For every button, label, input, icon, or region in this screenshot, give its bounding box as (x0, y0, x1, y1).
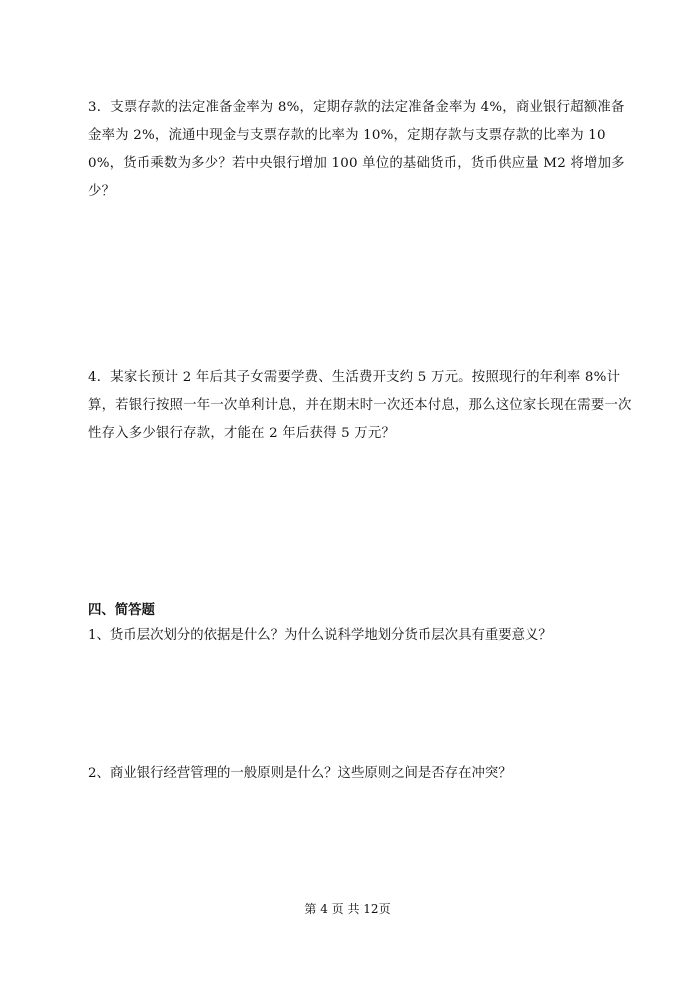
short-answer-question-2: 2、商业银行经营管理的一般原则是什么？这些原则之间是否存在冲突？ (88, 766, 512, 781)
page-number-footer: 第 4 页 共 12页 (304, 902, 391, 916)
short-answer-question-1: 1、货币层次划分的依据是什么？为什么说科学地划分货币层次具有重要意义？ (88, 628, 552, 643)
question-3-text: 3．支票存款的法定准备金率为 8%，定期存款的法定准备金率为 4%，商业银行超额准备金率为 2%，流通中现金与支票存款的比率为 10%，定期存款与支票存款的比率为 100%，货币乘数为多少？若中央银行增加 100 单位的基础货币，货币供应量 M2 将增加多少？ (88, 100, 625, 199)
question-4-text: 4．某家长预计 2 年后其子女需要学费、生活费开支约 5 万元。按照现行的年利率 8%计算，若银行按照一年一次单利计息，并在期末时一次还本付息，那么这位家长现在需要一次性存入多少银行存款，才能在 2 年后获得 5 万元？ (88, 370, 632, 441)
section-title-short-answer: 四、简答题 (88, 603, 155, 618)
